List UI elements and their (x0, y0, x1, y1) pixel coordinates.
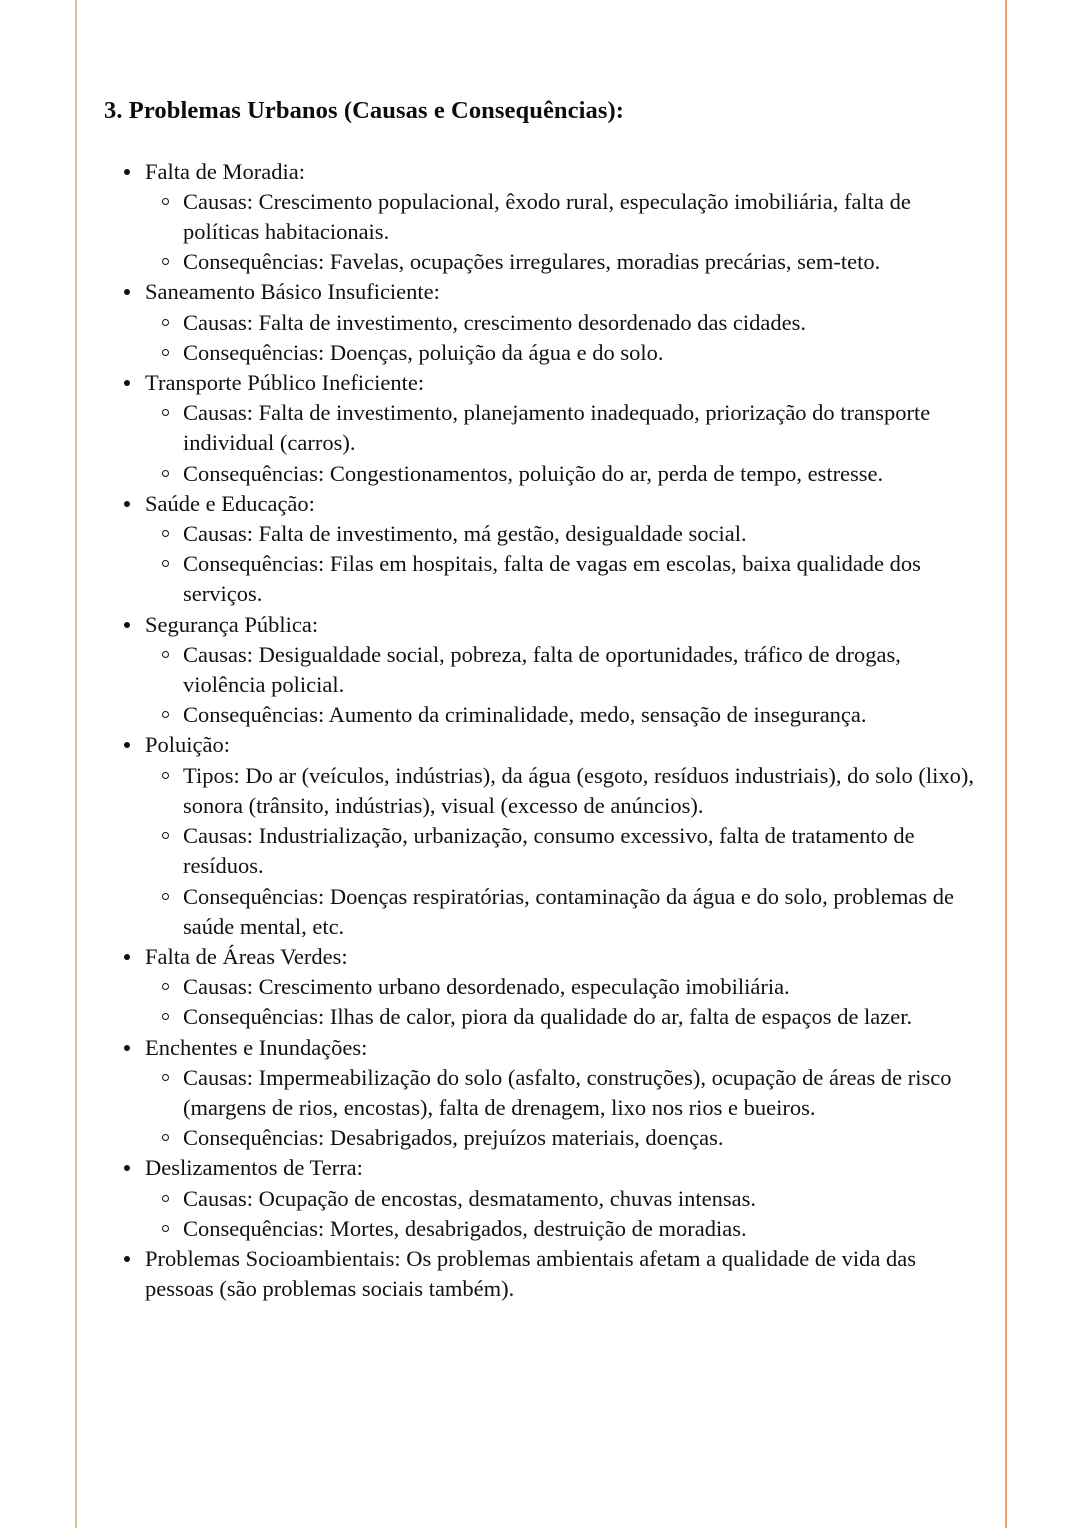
subtopics-list (145, 308, 979, 368)
subtopics-list (145, 519, 979, 610)
subtopic-label: Consequências: Filas em hospitais, falta de vagas em escolas, baixa qualidade dos serviços. (183, 551, 921, 607)
bullet-circle-icon (162, 1074, 169, 1081)
bullet-disc-icon (124, 169, 130, 175)
subtopic-item (145, 1123, 979, 1153)
bullet-circle-icon (162, 560, 169, 567)
topics-list (104, 157, 979, 1305)
bullet-disc-icon (124, 954, 130, 960)
subtopic-label: Causas: Ocupação de encostas, desmatamento, chuvas intensas. (183, 1185, 756, 1211)
bullet-circle-icon (162, 258, 169, 265)
topic-item (104, 368, 979, 489)
bullet-disc-icon (124, 1165, 130, 1171)
subtopic-label: Consequências: Ilhas de calor, piora da qualidade do ar, falta de espaços de lazer. (183, 1004, 913, 1030)
topic-label: Saneamento Básico Insuficiente: (145, 279, 440, 305)
bullet-disc-icon (124, 380, 130, 386)
subtopic-label: Causas: Industrialização, urbanização, consumo excessivo, falta de tratamento de resíduos. (183, 823, 915, 879)
subtopics-list (145, 972, 979, 1032)
bullet-circle-icon (162, 1195, 169, 1202)
topic-label: Deslizamentos de Terra: (145, 1155, 363, 1181)
subtopic-label: Consequências: Aumento da criminalidade, medo, sensação de insegurança. (183, 702, 867, 728)
bullet-circle-icon (162, 772, 169, 779)
subtopic-label: Causas: Crescimento urbano desordenado, especulação imobiliária. (183, 974, 790, 1000)
topic-item (104, 1033, 979, 1154)
topic-label: Saúde e Educação: (145, 490, 315, 516)
subtopic-item (145, 1214, 979, 1244)
subtopic-item (145, 972, 979, 1002)
topic-label: Poluição: (145, 732, 230, 758)
bullet-circle-icon (162, 1134, 169, 1141)
subtopic-item (145, 1063, 979, 1123)
bullet-disc-icon (124, 1256, 130, 1262)
subtopic-item (145, 338, 979, 368)
subtopic-label: Consequências: Doenças respiratórias, contaminação da água e do solo, problemas de saúde mental, etc. (183, 883, 954, 939)
topic-item (104, 942, 979, 1033)
bullet-circle-icon (162, 319, 169, 326)
topic-item (104, 610, 979, 731)
subtopic-item (145, 700, 979, 730)
subtopic-label: Causas: Desigualdade social, pobreza, falta de oportunidades, tráfico de drogas, violência policial. (183, 641, 901, 698)
subtopics-list (145, 640, 979, 731)
subtopic-label: Consequências: Favelas, ocupações irregulares, moradias precárias, sem-teto. (183, 249, 881, 275)
topic-item (104, 489, 979, 610)
subtopic-label: Consequências: Desabrigados, prejuízos materiais, doenças. (183, 1125, 724, 1151)
subtopic-item (145, 519, 979, 549)
topic-item (104, 157, 979, 278)
bullet-disc-icon (124, 742, 130, 748)
subtopic-label: Causas: Impermeabilização do solo (asfalto, construções), ocupação de áreas de risco (margens de rios, encostas), falta de drenagem, lixo nos rios e bueiros. (183, 1064, 952, 1120)
subtopic-label: Consequências: Mortes, desabrigados, destruição de moradias. (183, 1215, 747, 1241)
topic-label: Falta de Moradia: (145, 158, 305, 184)
topic-item (104, 730, 979, 941)
topic-item (104, 1244, 979, 1304)
topic-label: Transporte Público Ineficiente: (145, 370, 425, 396)
topic-label: Falta de Áreas Verdes: (145, 943, 348, 969)
subtopic-item (145, 761, 979, 821)
bullet-circle-icon (162, 893, 169, 900)
topic-label: Problemas Socioambientais: Os problemas ambientais afetam a qualidade de vida das pessoas (são problemas sociais também). (145, 1245, 917, 1302)
bullet-circle-icon (162, 1013, 169, 1020)
bullet-circle-icon (162, 198, 169, 205)
bullet-circle-icon (162, 349, 169, 356)
subtopic-item (145, 308, 979, 338)
subtopic-item (145, 247, 979, 277)
subtopic-item (145, 882, 979, 942)
subtopic-item (145, 187, 979, 247)
subtopic-label: Causas: Crescimento populacional, êxodo rural, especulação imobiliária, falta de políticas habitacionais. (183, 188, 911, 245)
subtopic-label: Causas: Falta de investimento, crescimento desordenado das cidades. (183, 309, 806, 335)
topic-item (104, 1153, 979, 1244)
bullet-circle-icon (162, 711, 169, 718)
page-title: 3. Problemas Urbanos (Causas e Consequências): (104, 97, 625, 124)
topic-item (104, 277, 979, 368)
subtopic-item (145, 1184, 979, 1214)
bullet-disc-icon (124, 1045, 130, 1051)
subtopic-label: Causas: Falta de investimento, planejamento inadequado, priorização do transporte individual (carros). (183, 400, 931, 456)
subtopics-list (145, 1184, 979, 1244)
bullet-disc-icon (124, 501, 130, 507)
bullet-circle-icon (162, 1225, 169, 1232)
topic-label: Segurança Pública: (145, 611, 319, 637)
subtopic-item (145, 1002, 979, 1032)
subtopic-label: Causas: Falta de investimento, má gestão, desigualdade social. (183, 521, 747, 547)
subtopic-item (145, 549, 979, 609)
bullet-circle-icon (162, 530, 169, 537)
subtopics-list (145, 187, 979, 278)
subtopic-label: Consequências: Doenças, poluição da água e do solo. (183, 339, 664, 365)
topic-label: Enchentes e Inundações: (145, 1034, 368, 1060)
bullet-disc-icon (124, 289, 130, 295)
bullet-circle-icon (162, 470, 169, 477)
subtopics-list (145, 1063, 979, 1154)
bullet-circle-icon (162, 832, 169, 839)
subtopic-item (145, 821, 979, 881)
bullet-disc-icon (124, 622, 130, 628)
subtopic-item (145, 398, 979, 458)
bullet-circle-icon (162, 651, 169, 658)
subtopic-label: Tipos: Do ar (veículos, indústrias), da água (esgoto, resíduos industriais), do solo (lixo), sonora (trânsito, indústrias), visual (excesso de anúncios). (183, 762, 974, 818)
subtopic-item (145, 459, 979, 489)
subtopic-item (145, 640, 979, 700)
right-margin-rule (1005, 0, 1007, 1528)
bullet-circle-icon (162, 983, 169, 990)
subtopic-label: Consequências: Congestionamentos, poluição do ar, perda de tempo, estresse. (183, 460, 884, 486)
subtopics-list (145, 761, 979, 942)
bullet-circle-icon (162, 409, 169, 416)
left-margin-rule (75, 0, 77, 1528)
subtopics-list (145, 398, 979, 489)
document-content (104, 96, 979, 1304)
